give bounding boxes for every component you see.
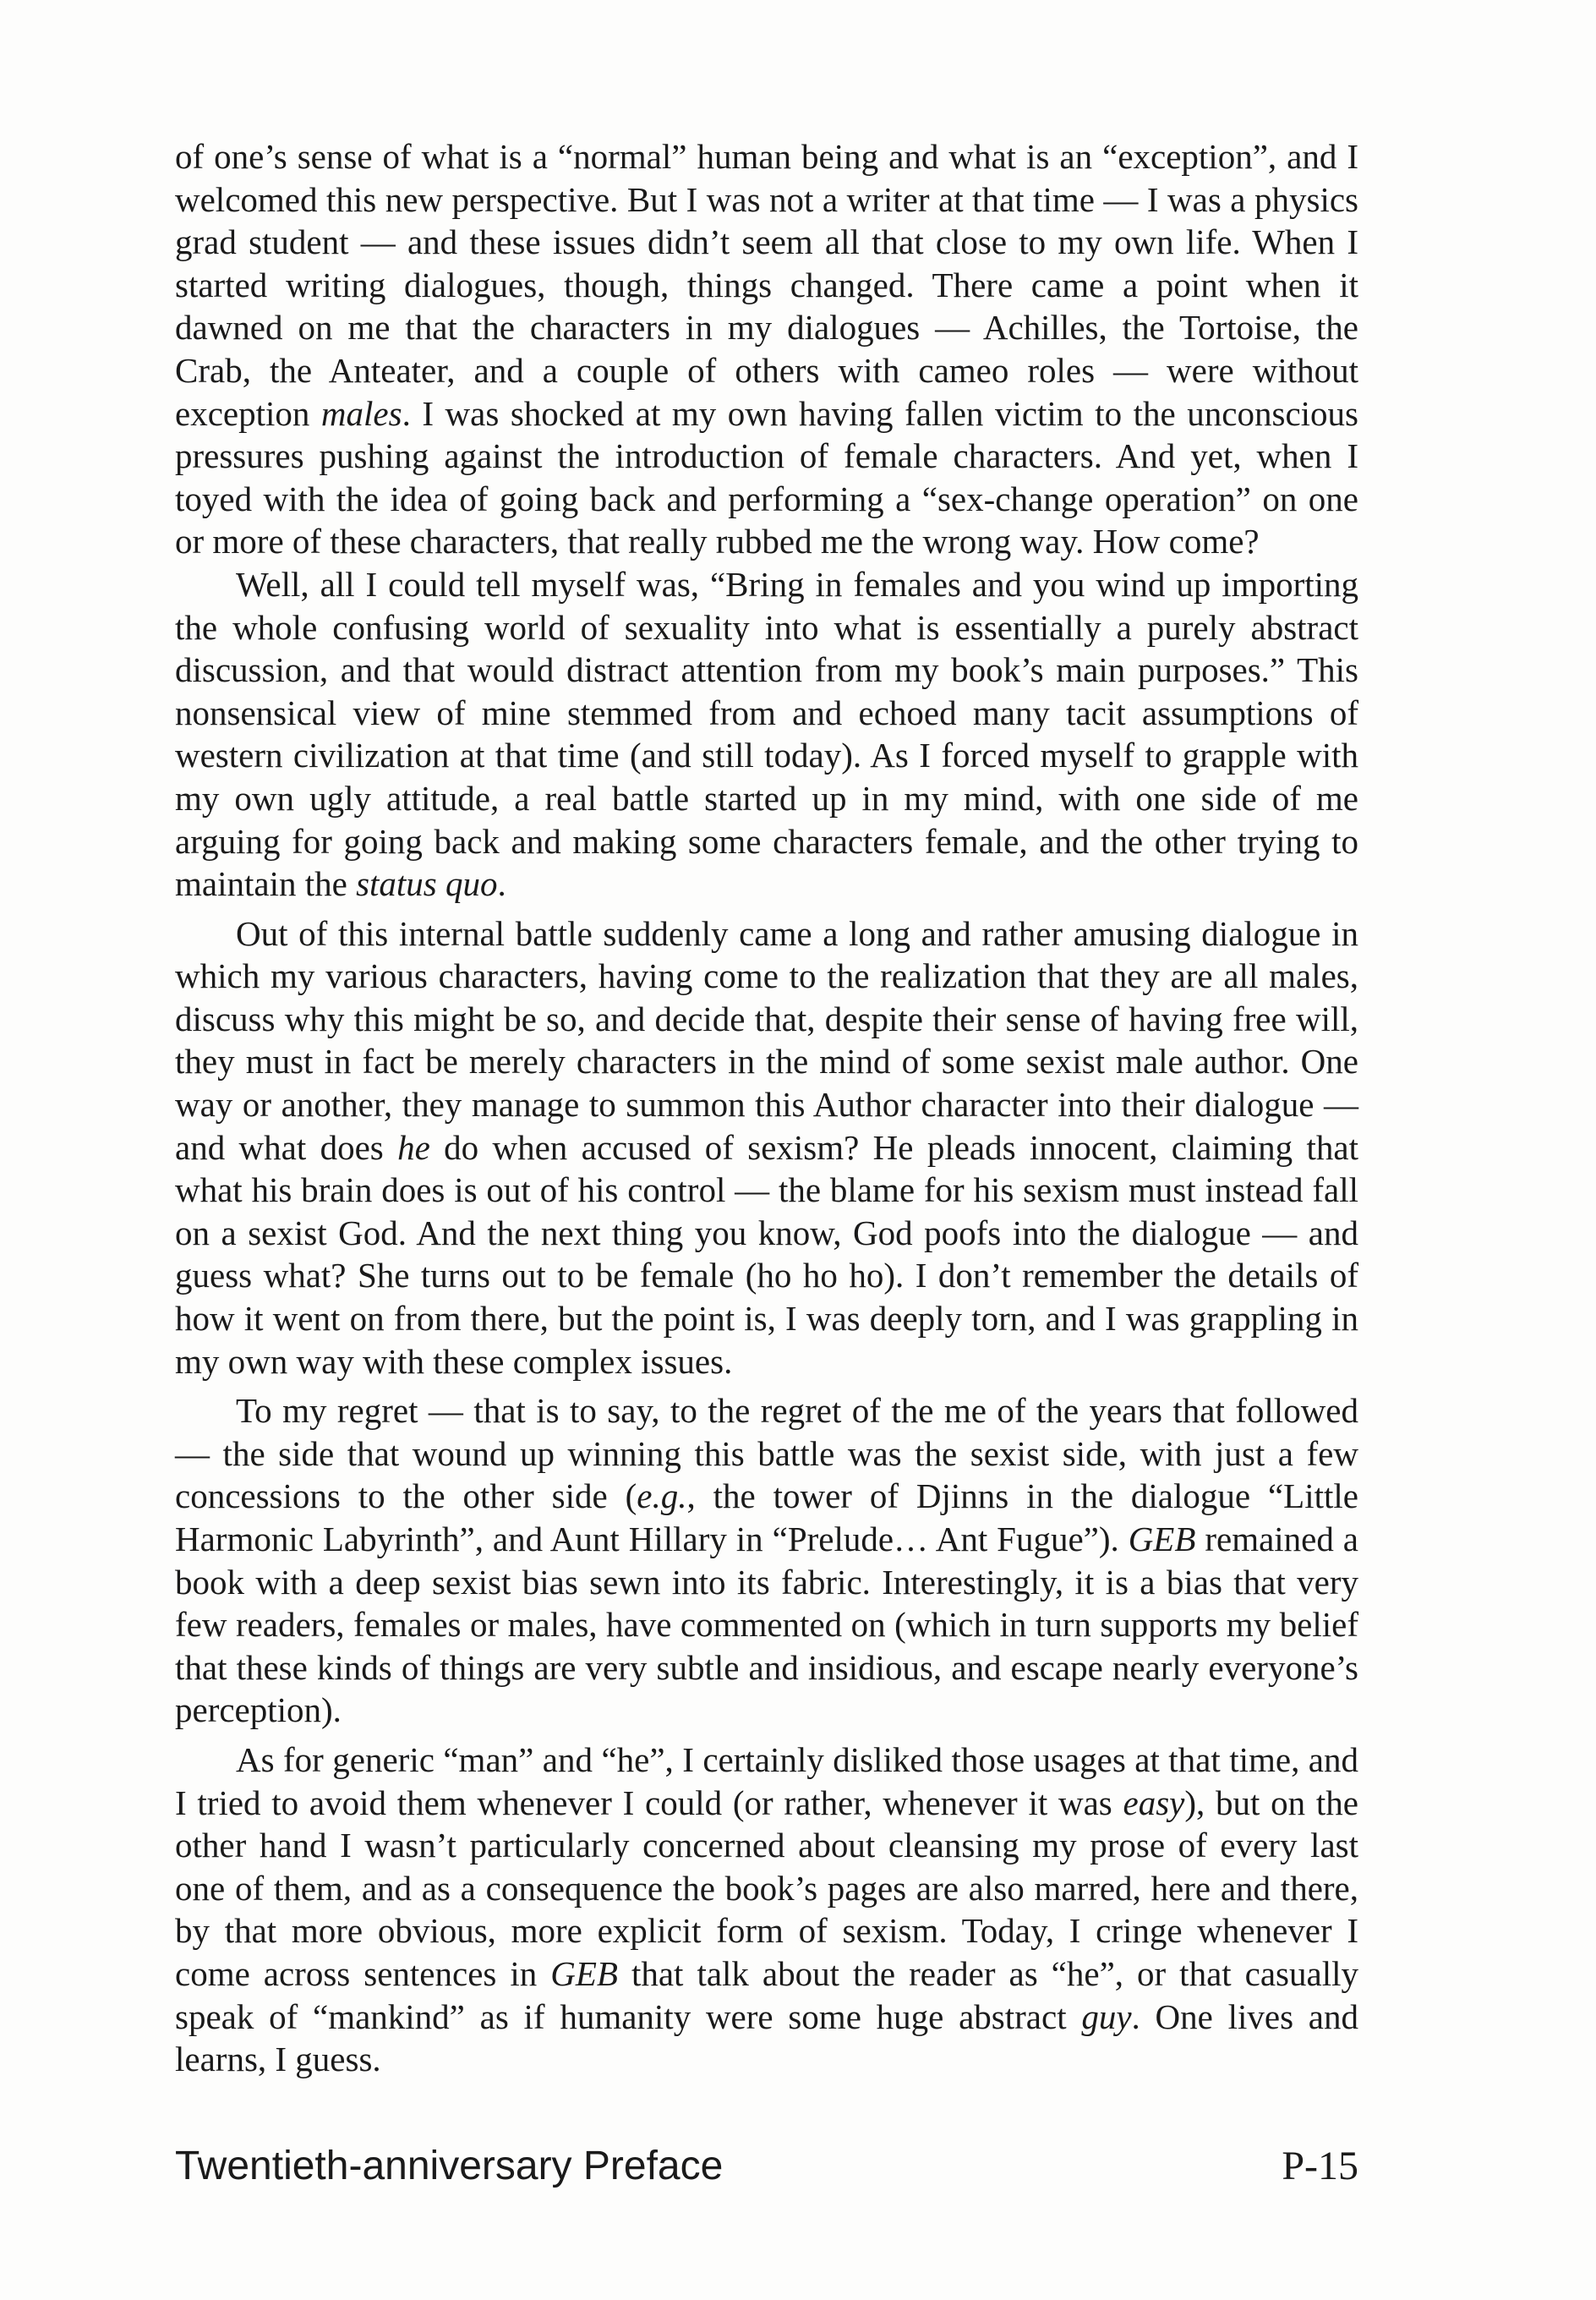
paragraph-2-italic-status-quo: status quo [356, 864, 498, 904]
running-footer-title: Twentieth-anniversary Preface [175, 2144, 724, 2188]
paragraph-5-text-2: ), but on the other hand I wasn’t particularly concerned about cleansing my prose of every last one of them, and as a consequence the book’s pages are also marred, here and there, by that more obvious, more explicit form of sexism. Today, I cringe whenever I come across sentences in [175, 1782, 1358, 1993]
paragraph-4-text-2: , the tower of Djinns in the dialogue “Little Harmonic Labyrinth”, and Aunt Hillary in “Prelude… Ant Fugue”). [175, 1476, 1358, 1558]
paragraph-5-text-3: that talk about the reader as “he”, or that casually speak of “mankind” as if humanity were some huge abstract [175, 1953, 1358, 2036]
paragraph-5 [175, 1739, 1358, 2081]
paragraph-4-italic-eg: e.g. [637, 1476, 687, 1516]
paragraph-5-italic-easy: easy [1123, 1782, 1185, 1822]
paragraph-1-text-2: . I was shocked at my own having fallen victim to the unconscious pressures pushing against the introduction of female characters. And yet, when I toyed with the idea of going back and performing a “sex-change operation” on one or more of these characters, that really rubbed me the wrong way. How come? [175, 393, 1358, 561]
paragraph-1 [175, 135, 1358, 563]
paragraph-3-italic-he: he [397, 1127, 430, 1167]
paragraph-3 [175, 912, 1358, 1383]
paragraph-2-text-1: Well, all I could tell myself was, “Bring in females and you wind up importing the whole confusing world of sexuality into what is essentially a purely abstract discussion, and that would distract attention from my book’s main purposes.” This nonsensical view of mine stemmed from and echoed many tacit assumptions of western civilization at that time (and still today). As I forced myself to grapple with my own ugly attitude, a real battle started up in my mind, with one side of me arguing for going back and making some characters female, and the other trying to maintain the [175, 564, 1358, 904]
paragraph-2-text-2: . [497, 864, 506, 904]
paragraph-1-italic-males: males [320, 393, 402, 433]
paragraph-4-text-3: remained a book with a deep sexist bias sewn into its fabric. Interestingly, it is a bias that very few readers, females or males, have commented on (which in turn supports my belief that these kinds of things are very subtle and insidious, and escape nearly everyone’s perception). [175, 1520, 1358, 1730]
paragraph-4 [175, 1389, 1358, 1732]
paragraph-5-text-4: . One lives and learns, I guess. [175, 1996, 1358, 2079]
paragraph-2 [175, 563, 1358, 906]
page-footer [175, 2143, 1358, 2202]
paragraph-5-text-1: As for generic “man” and “he”, I certainly disliked those usages at that time, and I tried to avoid them whenever I could (or rather, whenever it was [175, 1739, 1358, 1822]
paragraph-5-italic-guy: guy [1081, 1996, 1132, 2036]
paragraph-1-text-1: of one’s sense of what is a “normal” human being and what is an “exception”, and I welcomed this new perspective. But I was not a writer at that time — I was a physics grad student — and these issues didn’t seem all that close to my own life. When I started writing dialogues, though, things changed. There came a point when it dawned on me that the characters in my dialogues — Achilles, the Tortoise, the Crab, the Anteater, and a couple of others with cameo roles — were without exception [175, 137, 1358, 433]
paragraph-4-italic-geb: GEB [1128, 1520, 1196, 1558]
paragraph-3-text-1: Out of this internal battle suddenly came a long and rather amusing dialogue in which my various characters, having come to the realization that they are all males, discuss why this might be so, and decide that, despite their sense of having free will, they must in fact be merely characters in the mind of some sexist male author. One way or another, they manage to summon this Author character into their dialogue — and what does [175, 913, 1358, 1167]
page-number: P-15 [1282, 2144, 1358, 2188]
paragraph-5-italic-geb: GEB [550, 1953, 618, 1993]
paragraph-3-text-2: do when accused of sexism? He pleads innocent, claiming that what his brain does is out of his control — the blame for his sexism must instead fall on a sexist God. And the next thing you know, God poofs into the dialogue — and guess what? She turns out to be female (ho ho ho). I don’t remember the details of how it went on from there, but the point is, I was deeply torn, and I was grappling in my own way with these complex issues. [175, 1127, 1358, 1381]
paragraph-4-text-1: To my regret — that is to say, to the regret of the me of the years that followed — the side that wound up winning this battle was the sexist side, with just a few concessions to the other side ( [175, 1391, 1358, 1516]
body-text [175, 135, 1358, 2081]
